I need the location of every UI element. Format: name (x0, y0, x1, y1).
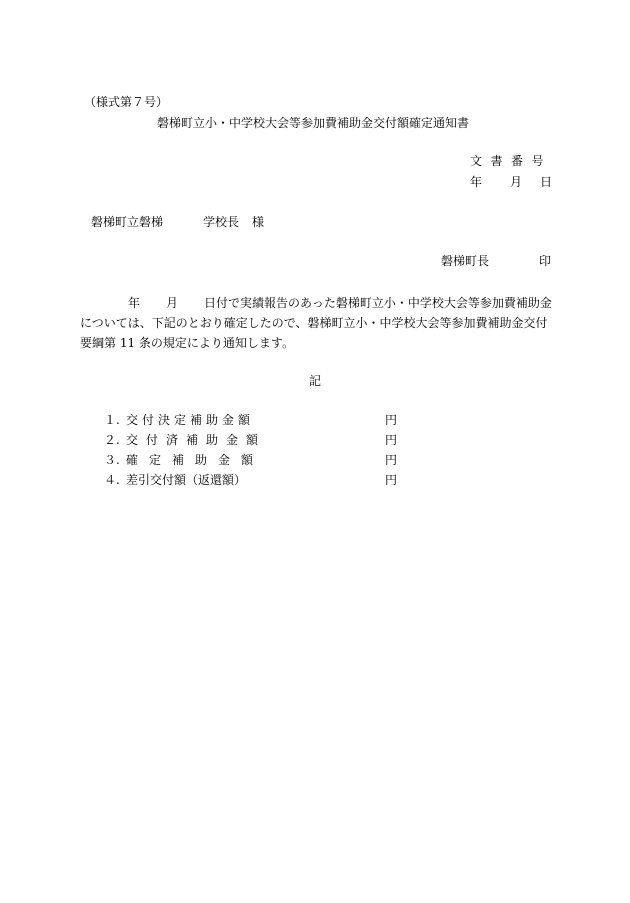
item-unit: 円 (385, 453, 398, 467)
date-year-label: 年 (470, 175, 483, 189)
item-label: 差引交付額（返還額） (126, 473, 247, 487)
item-number: ４. (104, 473, 120, 487)
item-number: １. (104, 413, 120, 427)
sender-seal: 印 (539, 254, 552, 268)
date-day-label: 日 (540, 175, 553, 189)
date-month-label: 月 (510, 175, 523, 189)
addressee-honorific: 様 (252, 215, 265, 229)
ki-heading: 記 (309, 374, 322, 388)
item-label: 交付済補助金額 (126, 433, 267, 447)
sender (441, 254, 552, 268)
item-unit: 円 (385, 433, 398, 447)
item-number: ３. (104, 453, 120, 467)
body-paragraph (80, 293, 560, 353)
item-unit: 円 (385, 413, 398, 427)
sender-name: 磐梯町長 (441, 254, 490, 268)
body-year: 年 (128, 296, 141, 310)
item-number: ２. (104, 433, 120, 447)
body-line-3: 要綱第 11 条の規定により通知します。 (80, 336, 294, 350)
item-unit: 円 (385, 473, 398, 487)
addressee-school: 磐梯町立磐梯 (91, 215, 164, 229)
item-label: 確定補助金額 (126, 453, 265, 467)
body-month: 月 (166, 296, 179, 310)
form-number: （様式第７号） (84, 95, 169, 109)
body-line-1-text: 日付で実績報告のあった磐梯町立小・中学校大会等参加費補助金 (204, 296, 552, 310)
document-number-label: 文書番号 (470, 154, 553, 168)
addressee-principal: 学校長 (203, 215, 240, 229)
body-line-2: については、下記のとおり確定したので、磐梯町立小・中学校大会等参加費補助金交付 (80, 316, 548, 330)
document-title: 磐梯町立小・中学校大会等参加費補助金交付額確定通知書 (157, 116, 470, 130)
item-label: 交付決定補助金額 (126, 413, 255, 427)
body-line-1 (80, 293, 560, 313)
